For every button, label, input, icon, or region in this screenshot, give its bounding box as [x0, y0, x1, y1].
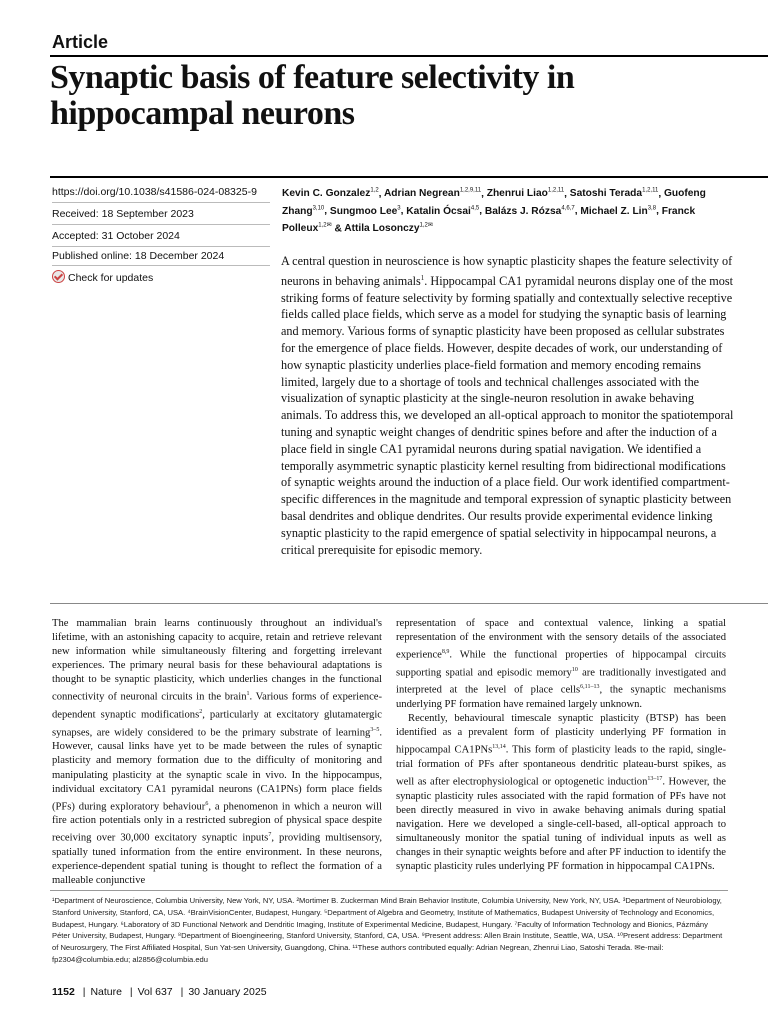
header-rule [50, 55, 768, 57]
citation[interactable]: 6 [205, 800, 209, 807]
body-right-column [396, 617, 726, 874]
author-list: Kevin C. Gonzalez$^{1,2}$, Adrian Negrean$^{1,2,9,11}$, Zhenrui Liao$^{1,2,11}$, Satoshi Terada$^{1,2,11}$, Guofeng Zhang$^{3,10}$, Sungmoo Lee$^3$, Katalin Ócsai$^{4,5}$, Balázs J. Rózsa$^{4,6,7}$, Michael Z. Lin$^{3,8}$, Franck Polleux$^{1,2✉}$ & Attila Losonczy$^{1,2✉}$ [282, 188, 706, 235]
citation[interactable]: 1 [246, 691, 250, 698]
abstract: A central question in neuroscience is how synaptic plasticity shapes the feature selectivity of neurons in behaving animals$^1$. Hippocampal CA1 pyramidal neurons display one of the most striking forms of feature selectivity by forming spatially and contextually selective receptive fields called place fields, which serve as a model for studying the synaptic basis of learning and memory. Various forms of synaptic plasticity have been proposed as cellular substrates for the emergence of place fields. However, despite decades of work, our understanding of how synaptic plasticity underlies place-field formation and memory encoding remains limited, largely due to a shortage of tools and technical challenges associated with the visualization of synaptic plasticity at the single-neuron resolution in awake behaving animals. To address this, we developed an all-optical approach to monitor the spatiotemporal tuning and synaptic weight changes of dendritic spines before and after the induction of a place field in single CA1 pyramidal neurons during spatial navigation. We identified a temporally asymmetric synaptic plasticity kernel resulting from bidirectional modifications of synaptic weights around the induction of a place field. Our work identified compartment-specific differences in the magnitude and temporal expression of synaptic plasticity between basal dendrites and oblique dendrites. Our results provide experimental evidence linking synaptic plasticity to the rapid emergence of spatial selectivity in hippocampal neurons, a critical prerequisite for episodic memory. [281, 254, 734, 557]
citation[interactable]: 2 [199, 709, 203, 716]
received-date: Received: 18 September 2023 [52, 208, 194, 220]
meta-divider [52, 202, 270, 203]
author[interactable]: Michael Z. Lin$^{3,8}$ [580, 205, 657, 217]
meta-divider [52, 265, 270, 266]
check-for-updates-link[interactable] [52, 270, 270, 284]
citation[interactable]: 13,14 [492, 744, 506, 751]
title-rule [50, 176, 768, 178]
issue-date: 30 January 2025 [188, 986, 267, 998]
accepted-date: Accepted: 31 October 2024 [52, 230, 180, 242]
section-rule [50, 603, 768, 604]
page-number: 1152 [52, 986, 75, 998]
affiliations-footnote: ¹Department of Neuroscience, Columbia University, New York, NY, USA. ²Mortimer B. Zuckerman Mind Brain Behavior Institute, Columbia University, New York, NY, USA. ³Department of Neurobiology, Stanford University, Stanford, CA, USA. ⁴BrainVisionCenter, Budapest, Hungary. ⁵Department of Algebra and Geometry, Institute of Mathematics, Budapest University of Technology and Economics, Budapest, Hungary. ⁶Laboratory of 3D Functional Network and Dendritic Imaging, Institute of Experimental Medicine, Budapest, Hungary. ⁷Faculty of Information Technology and Bionics, Pázmány Péter University, Budapest, Hungary. ⁸Department of Bioengineering, Stanford University, Stanford, CA, USA. ⁹Present address: Allen Brain Institute, Seattle, WA, USA. ¹⁰Present address: Department of Neurosurgery, The First Affiliated Hospital, Sun Yat-sen University, Guangdong, China. ¹¹These authors contributed equally: Adrian Negrean, Zhenrui Liao, Satoshi Terada. ✉e-mail: fp2304@columbia.edu; al2856@columbia.edu [52, 896, 723, 964]
body-left-column [52, 617, 382, 888]
author[interactable]: Balázs J. Rózsa$^{4,6,7}$ [484, 205, 575, 217]
article-title [50, 60, 730, 132]
author[interactable]: Kevin C. Gonzalez$^{1,2}$ [282, 188, 379, 200]
citation[interactable]: 3–5 [370, 726, 380, 733]
author[interactable]: Attila Losonczy$^{1,2✉}$ [344, 222, 433, 235]
meta-divider [52, 224, 270, 225]
author[interactable]: Franck Polleux$^{1,2✉}$ [282, 205, 696, 235]
citation[interactable]: 10 [571, 666, 578, 673]
paragraph: representation of space and contextual valence, linking a spatial representation of the environment with the sensory details of the associated experience$^{8,9}$. While the functional properties of hippocampal circuits supporting spatial and episodic memory$^{10}$ are traditionally investigated and interpreted at the level of place cells$^{6,11-13}$, the synaptic mechanisms underlying PF formation have remained largely unknown. [396, 618, 726, 711]
article-type-label: Article [52, 32, 109, 52]
citation[interactable]: 1 [420, 273, 425, 282]
citation[interactable]: 7 [268, 832, 272, 839]
journal-name: Nature [90, 986, 122, 998]
citation[interactable]: 6,11–13 [580, 684, 600, 691]
doi-link[interactable]: https://doi.org/10.1038/s41586-024-08325-9 [52, 186, 257, 198]
citation[interactable]: 8,9 [441, 649, 450, 656]
footnote-rule [50, 890, 728, 891]
title-line-2: hippocampal neurons [50, 95, 355, 132]
author[interactable]: Guofeng Zhang$^{3,10}$ [282, 188, 706, 217]
volume: Vol 637 [137, 986, 173, 998]
citation[interactable]: 13–17 [647, 776, 663, 783]
check-updates-label: Check for updates [68, 272, 154, 284]
author[interactable]: Zhenrui Liao$^{1,2,11}$ [486, 188, 565, 200]
author[interactable]: Adrian Negrean$^{1,2,9,11}$ [383, 188, 482, 200]
page-footer: 1152 | Nature | Vol 637 | 30 January 2025 [52, 986, 267, 998]
paragraph: The mammalian brain learns continuously throughout an individual's lifetime, with an astonishing capacity to acquire, retain and retrieve relevant new information while simultaneously filtering and forgetting irrelevant experiences. The primary neural basis for these behavioural adaptations is thought to be synaptic plasticity, which underlies changes in the functional connectivity of neuronal circuits in the brain$^1$. Various forms of experience-dependent synaptic modifications$^2$, particularly at excitatory glutamatergic synapses, are widely considered to be the primary substrate of learning$^{3-5}$. However, causal links have yet to be made between the rules of synaptic plasticity and memory formation due to the difficulty of monitoring and manipulating plasticity at the synaptic scale in vivo. In the hippocampus, individual excitatory CA1 pyramidal neurons (CA1PNs) form place fields (PFs) during exploratory behaviour$^6$, a phenomenon in which a neuron will fire action potentials only in a restricted subregion of physical space despite receiving over 30,000 excitatory synaptic inputs$^7$, providing multisensory, spatially tuned information from the entire environment. In these neurons, experience-dependent spatial tuning is thought to reflect the formation of a malleable conjunctive [52, 618, 382, 887]
published-date: Published online: 18 December 2024 [52, 250, 225, 262]
check-updates-icon [52, 270, 65, 283]
author[interactable]: Katalin Ócsai$^{4,5}$ [406, 205, 480, 217]
paragraph: Recently, behavioural timescale synaptic plasticity (BTSP) has been identified as a prevalent form of plasticity underlying PF formation in hippocampal CA1PNs$^{13,14}$. This form of plasticity leads to the rapid, single-trial formation of PFs after spontaneous dendritic plateau-burst spikes, as well as after electrophysiological or optogenetic induction$^{13-17}$. However, the synaptic plasticity rules associated with the rapid formation of PFs have not been directly measured in vivo in awake behaving animals during spatial navigation. Here we developed a single-cell-based, all-optical approach to simultaneously monitor the spatial tuning of individual inputs as well as changes in their synaptic weights before and after PF induction to identify the synaptic plasticity rules underlying PF formation in hippocampal CA1PNs. [396, 713, 726, 873]
author[interactable]: Satoshi Terada$^{1,2,11}$ [569, 188, 659, 200]
title-line-1: Synaptic basis of feature selectivity in [50, 59, 575, 96]
author[interactable]: Sungmoo Lee$^3$ [329, 205, 401, 217]
meta-divider [52, 246, 270, 247]
